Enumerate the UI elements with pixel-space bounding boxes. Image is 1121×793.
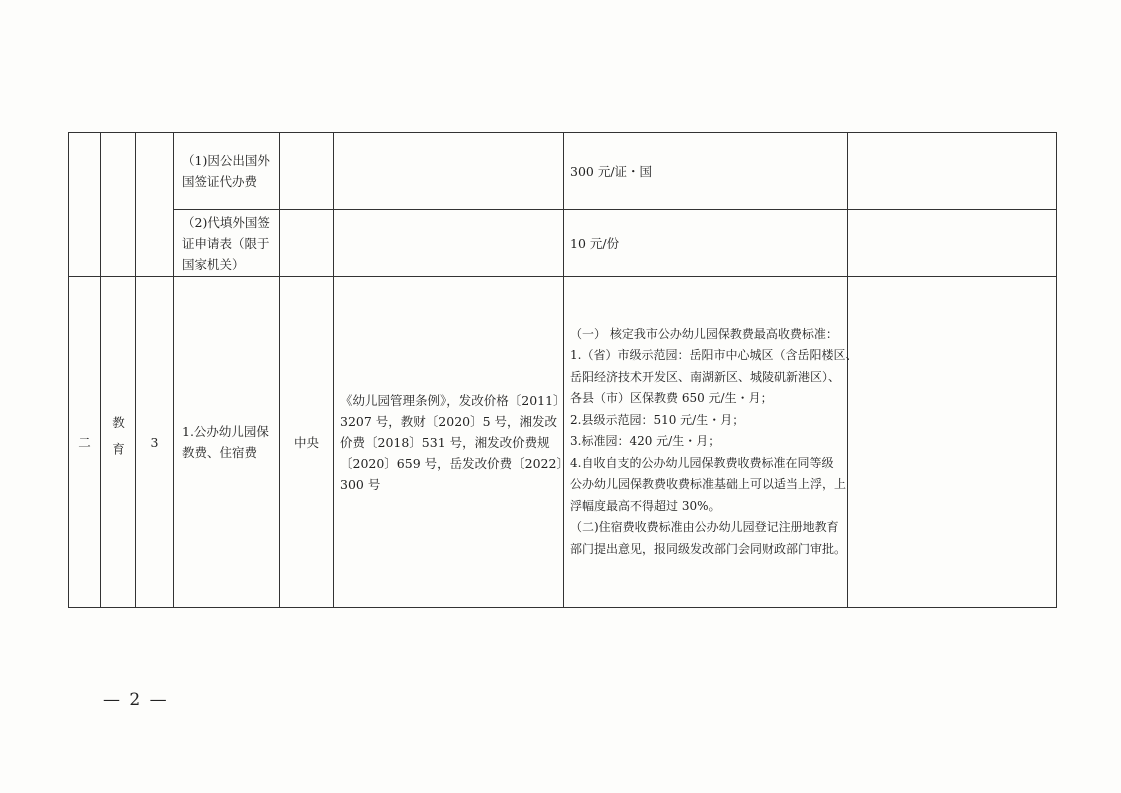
table-row <box>69 133 1057 210</box>
empty-index-cell <box>69 133 101 277</box>
authority-cell <box>280 133 334 210</box>
standard-cell: （一） 核定我市公办幼儿园保教费最高收费标准： 1.（省）市级示范园：岳阳市中心城区（含岳阳楼区、 岳阳经济技术开发区、南湖新区、城陵矶新港区）、 各县（市）区保教费 650 元/生・月； 2.县级示范园：510 元/生・月； 3.标准园：420 元/生・月； 4.自收自支的公办幼儿园保教费收费标准在同等级 公办幼儿园保教费收费标准基础上可以适当上浮，上 浮幅度最高不得超过 30%。 （二)住宿费收费标准由公办幼儿园登记注册地教育 部门提出意见，报同级发改部门会同财政部门审批。 <box>564 277 848 608</box>
remarks-cell <box>848 210 1057 277</box>
fee-table <box>68 132 1057 608</box>
standard-cell: 10 元/份 <box>564 210 848 277</box>
authority-cell <box>280 210 334 277</box>
item-name-cell: 1.公办幼儿园保 教费、住宿费 <box>174 277 280 608</box>
number-cell: 3 <box>136 277 174 608</box>
authority-cell: 中央 <box>280 277 334 608</box>
item-name-cell: （1)因公出国外 国签证代办费 <box>174 133 280 210</box>
table-row <box>69 210 1057 277</box>
empty-number-cell <box>136 133 174 277</box>
remarks-cell <box>848 277 1057 608</box>
standard-cell: 300 元/证・国 <box>564 133 848 210</box>
empty-category-cell <box>101 133 136 277</box>
index-cell: 二 <box>69 277 101 608</box>
table-row <box>69 277 1057 608</box>
basis-cell <box>334 210 564 277</box>
page-number: — 2 — <box>103 690 169 710</box>
item-name-cell: （2)代填外国签 证申请表（限于 国家机关） <box>174 210 280 277</box>
basis-cell: 《幼儿园管理条例》，发改价格〔2011〕 3207 号，教财〔2020〕5 号，湘发改 价费〔2018〕531 号，湘发改价费规 〔2020〕659 号，岳发改价费〔2022〕 300 号 <box>334 277 564 608</box>
category-cell: 教育 <box>101 277 136 608</box>
basis-cell <box>334 133 564 210</box>
remarks-cell <box>848 133 1057 210</box>
